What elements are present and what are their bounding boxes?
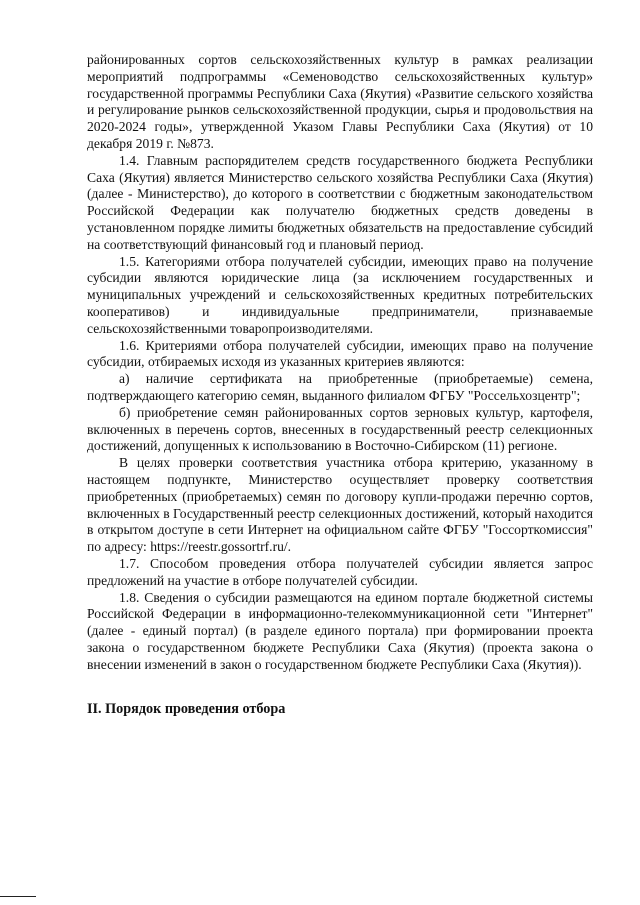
paragraph-1-8: 1.8. Сведения о субсидии размещаются на едином портале бюджетной системы Российской Федерации в информационно-телекоммуникационной сети "Интернет" (далее - единый портал) (в разделе единого портала) при формировании проекта закона о государственном бюджете Республики Саха (Якутия) (проекта закона о внесении изменений в закон о государственном бюджете Республики Саха (Якутия)). [87,589,593,672]
paragraph-1-5: 1.5. Категориями отбора получателей субсидии, имеющих право на получение субсидии являются юридические лица (за исключением государственных и муниципальных учреждений и сельскохозяйственных кредитных потребительских кооперативов) и индивидуальные предприниматели, признаваемые сельскохозяйственными товаропроизводителями. [87,253,593,336]
section-heading: II. Порядок проведения отбора [87,701,286,718]
paragraph-1-6-a: а) наличие сертификата на приобретенные (приобретаемые) семена, подтверждающего категорию семян, выданного филиалом ФГБУ "Россельхозцентр"; [87,371,593,403]
paragraph-1-6: 1.6. Критериями отбора получателей субсидии, имеющих право на получение субсидии, отбираемых исходя из указанных критериев являются: [87,337,593,370]
paragraph-1-6-b: б) приобретение семян районированных сортов зерновых культур, картофеля, включенных в перечень сортов, внесенных в государственный реестр селекционных достижений, допущенных к использованию в Восточно-Сибирском (11) регионе. [87,404,593,454]
paragraph-continuation: районированных сортов сельскохозяйственных культур в рамках реализации мероприятий подпрограммы «Семеноводство сельскохозяйственных культур» государственной программы Республики Саха (Якутия) «Развитие сельского хозяйства и регулирование рынков сельскохозяйственной продукции, сырья и продовольствия на 2020-2024 годы», утвержденной Указом Главы Республики Саха (Якутия) от 10 декабря 2019 г. №873. [87,52,593,151]
paragraph-verification: В целях проверки соответствия участника отбора критерию, указанному в настоящем подпункте, Министерство осуществляет проверку соответствия приобретенных (приобретаемых) семян по договору купли-продажи перечню сортов, включенных в Государственный реестр селекционных достижений, который находится в открытом доступе в сети Интернет на официальном сайте ФГБУ "Госсорткомиссия" по адресу: https://reestr.gossortrf.ru/. [87,455,593,555]
paragraph-1-7: 1.7. Способом проведения отбора получателей субсидии является запрос предложений на участие в отборе получателей субсидии. [87,555,593,588]
footer-rule [0,896,36,897]
paragraph-1-4: 1.4. Главным распорядителем средств государственного бюджета Республики Саха (Якутия) является Министерство сельского хозяйства Республики Саха (Якутия) (далее - Министерство), до которого в соответствии с бюджетным законодательством Российской Федерации как получателю бюджетных средств доведены в установленном порядке лимиты бюджетных обязательств на предоставление субсидий на соответствующий финансовый год и плановый период. [87,152,593,252]
document-page [87,52,593,718]
